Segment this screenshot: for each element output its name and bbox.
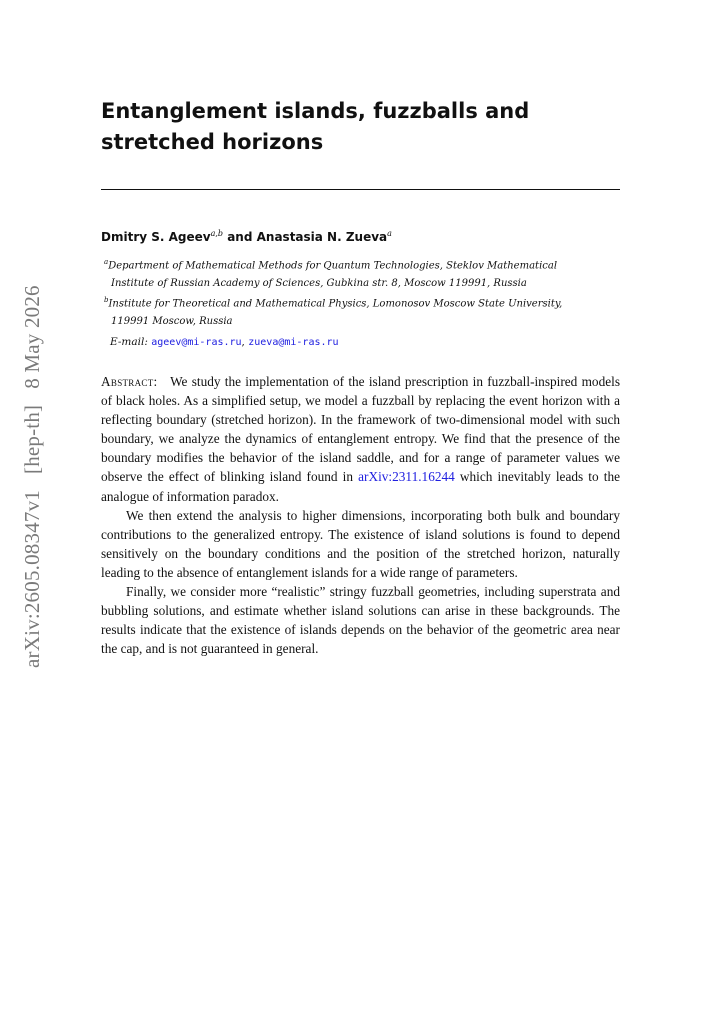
abstract-paragraph: We then extend the analysis to higher dimensions, incorporating both bulk and boundary contributions to the generalized entropy. The existence of island solutions is found to depend sensitively on the boundary conditions and the position of the stretched horizon, naturally leading to the absence of entanglement islands for a wide range of parameters. xyxy=(101,507,620,580)
email-link-ageev[interactable]: ageev@mi-ras.ru xyxy=(151,337,242,348)
email-label: E-mail: xyxy=(110,336,148,348)
affiliation-marker: a xyxy=(387,229,392,238)
email-link-zueva[interactable]: zueva@mi-ras.ru xyxy=(248,337,339,348)
arxiv-date: 8 May 2026 xyxy=(20,285,44,389)
affiliation-line: Institute for Theoretical and Mathematical Physics, Lomonosov Moscow State University, xyxy=(108,298,563,310)
affiliation-b xyxy=(104,291,621,331)
affiliation-a xyxy=(104,253,621,293)
arxiv-category: [hep-th] xyxy=(20,404,44,474)
author-name: Anastasia N. Zueva xyxy=(256,230,388,244)
abstract-heading: Abstract: xyxy=(101,374,158,389)
affiliation-line: Department of Mathematical Methods for Quantum Technologies, Steklov Mathematical xyxy=(108,260,558,272)
abstract-paragraph: Finally, we consider more “realistic” stringy fuzzball geometries, including superstrata and bubbling solutions, and estimate whether island solutions can arise in these backgrounds. The results indicate that the existence of islands depends on the behavior of the geometric area near the cap, and is not guaranteed in general. xyxy=(101,584,620,657)
arxiv-id: arXiv:2605.08347v1 xyxy=(20,490,44,668)
author-conjunction: and xyxy=(223,230,257,244)
abstract-text: We study the implementation of the island prescription in fuzzball-inspired models of black holes. As a simplified setup, we model a fuzzball by replacing the event horizon with a reflecting boundary (stretched horizon). In the framework of two-dimensional model with such boundary, we analyze the dynamics of entanglement entropy. We find that the presence of the boundary modifies the behavior of the island saddle, and for a range of parameter values we observe the effect of blinking island found in xyxy=(101,374,621,485)
arxiv-reference-link[interactable]: arXiv:2311.16244 xyxy=(358,469,455,485)
contact-email xyxy=(110,336,339,348)
author-name: Dmitry S. Ageev xyxy=(101,230,211,244)
email-separator: , xyxy=(241,336,249,348)
affiliation-line: 119991 Moscow, Russia xyxy=(111,316,233,328)
title-divider xyxy=(101,189,620,190)
affiliation-marker: a,b xyxy=(210,229,224,238)
abstract-text: which inevitably leads to the analogue of information paradox. xyxy=(101,469,621,504)
paper-title: Entanglement islands, fuzzballs and stretched horizons xyxy=(101,99,530,154)
arxiv-side-stamp xyxy=(20,269,45,668)
abstract xyxy=(101,372,620,658)
author-list xyxy=(101,229,392,244)
affiliation-line: Institute of Russian Academy of Sciences, Gubkina str. 8, Moscow 119991, Russia xyxy=(111,278,527,290)
abstract-paragraph xyxy=(101,372,620,506)
affiliation-marker: b xyxy=(104,296,109,304)
affiliation-marker: a xyxy=(104,258,109,266)
